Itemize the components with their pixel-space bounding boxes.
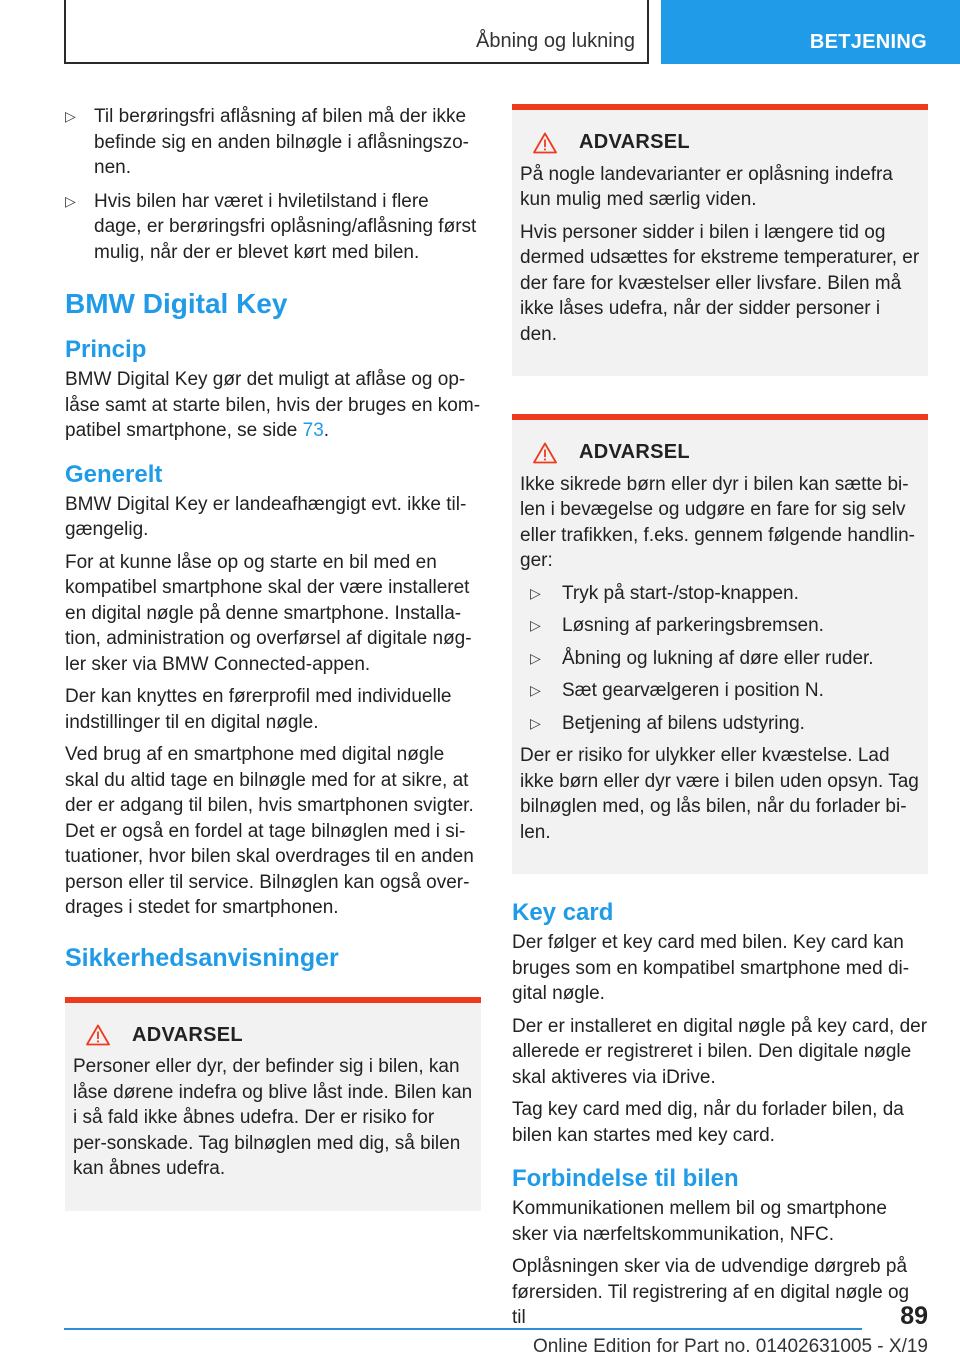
warning-box <box>512 104 928 376</box>
list-item <box>520 646 920 672</box>
header-section-tab <box>661 0 960 64</box>
generelt-paragraph: For at kunne låse op og starte en bil med en kompatibel smartphone skal der være installeret en digital nøgle på denne smartphone. Installa-tion, administration og overførsel af digitale nøg-ler sker via BMW Connected-appen. <box>65 551 472 675</box>
heading-generelt: Generelt <box>65 460 163 488</box>
list-item <box>520 581 920 607</box>
footer-divider <box>64 1328 862 1330</box>
warning-box <box>512 414 928 874</box>
warning-triangle-icon <box>533 132 557 154</box>
list-item <box>65 104 481 181</box>
warning-triangle-icon <box>533 442 557 464</box>
triangle-bullet-icon: ▷ <box>65 108 76 124</box>
list-item <box>520 613 920 639</box>
warning-triangle-icon <box>86 1024 110 1046</box>
warning-label: ADVARSEL <box>132 1023 243 1046</box>
heading-key-card: Key card <box>512 899 614 926</box>
left-column <box>65 104 481 1249</box>
list-item-text: Til berøringsfri aflåsning af bilen må der ikke befinde sig en anden bilnøgle i aflåsningszo-nen. <box>94 106 469 178</box>
list-item-text: Åbning og lukning af døre eller ruder. <box>562 647 874 669</box>
warning-text: På nogle landevarianter er oplåsning indefra kun mulig med særlig viden. <box>520 163 893 210</box>
warning-text: Hvis personer sidder i bilen i længere tid og dermed udsættes for ekstreme temperaturer, er der fare for kvæstelser eller livsfare. Bilen må ikke låses udefra, når der sidder personer i den. <box>520 221 920 345</box>
list-item-text: Betjening af bilens udstyring. <box>562 712 805 734</box>
list-item-text: Hvis bilen har været i hviletilstand i flere dage, er berøringsfri oplåsning/aflåsning først mulig, når der er blevet kørt med bilen. <box>94 190 477 263</box>
triangle-bullet-icon: ▷ <box>530 584 541 601</box>
triangle-bullet-icon: ▷ <box>530 714 541 731</box>
header-section-label: BETJENING <box>809 31 927 53</box>
generelt-paragraph: Der kan knyttes en førerprofil med individuelle indstillinger til en digital nøgle. <box>65 686 452 733</box>
forbindelse-paragraph: Oplåsningen sker via de udvendige dørgreb på førersiden. Til registrering af en digital nøgle og til <box>512 1256 910 1328</box>
warning-label: ADVARSEL <box>579 441 690 463</box>
right-column <box>512 104 928 1338</box>
heading-princip: Princip <box>65 336 147 363</box>
warning-label: ADVARSEL <box>579 131 690 153</box>
generelt-paragraph: BMW Digital Key er landeafhængigt evt. ikke til-gængelig. <box>65 493 467 540</box>
keycard-paragraph: Der er installeret en digital nøgle på key card, der allerede er registreret i bilen. Den digitale nøgle skal aktiveres via iDrive. <box>512 1015 928 1088</box>
list-item-text: Løsning af parkeringsbremsen. <box>562 615 824 636</box>
page-reference-link[interactable]: 73 <box>302 420 324 441</box>
triangle-bullet-icon: ▷ <box>530 682 541 698</box>
header-title: Åbning og lukning <box>475 30 635 52</box>
warning-text: Ikke sikrede børn eller dyr i bilen kan sætte bi-len i bevægelse og udgøre en fare for sig selv eller trafikken, f.eks. gennem følgende handlin-ger: <box>520 473 915 571</box>
list-item-text: Tryk på start-/stop-knappen. <box>562 582 799 604</box>
princip-paragraph <box>65 367 481 444</box>
warning-header <box>520 440 920 466</box>
warning-header <box>73 1023 473 1049</box>
heading-digital-key: BMW Digital Key <box>65 288 288 319</box>
warning-text: Der er risiko for ulykker eller kvæstelse. Lad ikke børn eller dyr være i bilen uden opsyn. Tag bilnøglen med, og lås bilen, når du forlader bi-len. <box>520 745 919 843</box>
warning-header <box>520 130 920 156</box>
page-number: 89 <box>900 1302 928 1330</box>
keycard-paragraph: Der følger et key card med bilen. Key card kan bruges som en kompatibel smartphone med di-gital nøgle. <box>512 932 910 1004</box>
footer-edition: Online Edition for Part no. 01402631005 - X/19 <box>532 1336 928 1357</box>
heading-sikkerhed: Sikkerhedsanvisninger <box>65 943 339 972</box>
warning-bullet-list <box>520 581 920 737</box>
triangle-bullet-icon: ▷ <box>530 617 541 633</box>
princip-text: BMW Digital Key gør det muligt at aflåse og op-låse samt at starte bilen, hvis der bruges en kom-patibel smartphone, se side <box>65 369 481 441</box>
keycard-paragraph: Tag key card med dig, når du forlader bilen, da bilen kan startes med key card. <box>512 1099 904 1146</box>
list-item <box>520 678 920 704</box>
triangle-bullet-icon: ▷ <box>530 649 541 666</box>
header-title-box <box>64 0 649 64</box>
intro-bullet-list <box>65 104 481 265</box>
forbindelse-paragraph: Kommunikationen mellem bil og smartphone sker via nærfeltskommunikation, NFC. <box>512 1198 887 1245</box>
list-item <box>520 711 920 737</box>
generelt-paragraph: Ved brug af en smartphone med digital nøgle skal du altid tage en bilnøgle med for at sikre, at der er adgang til bilen, hvis smartphonen svigter. Det er også en fordel at tage bilnøglen med i si-tuationer, hvor bilen skal overdrages til en anden person eller til service. Bilnøglen kan også over-drages i stedet for smartphonen. <box>65 744 474 918</box>
princip-end: . <box>323 420 330 441</box>
triangle-bullet-icon: ▷ <box>65 192 76 209</box>
warning-box <box>65 997 481 1211</box>
heading-forbindelse: Forbindelse til bilen <box>512 1165 739 1192</box>
warning-text: Personer eller dyr, der befinder sig i bilen, kan låse dørene indefra og blive låst inde. Bilen kan i så fald ikke åbnes udefra. Der er risiko for per-sonskade. Tag bilnøglen med dig, så bilen kan åbnes udefra. <box>73 1056 473 1179</box>
list-item <box>65 189 481 266</box>
list-item-text: Sæt gearvælgeren i position N. <box>562 680 824 701</box>
